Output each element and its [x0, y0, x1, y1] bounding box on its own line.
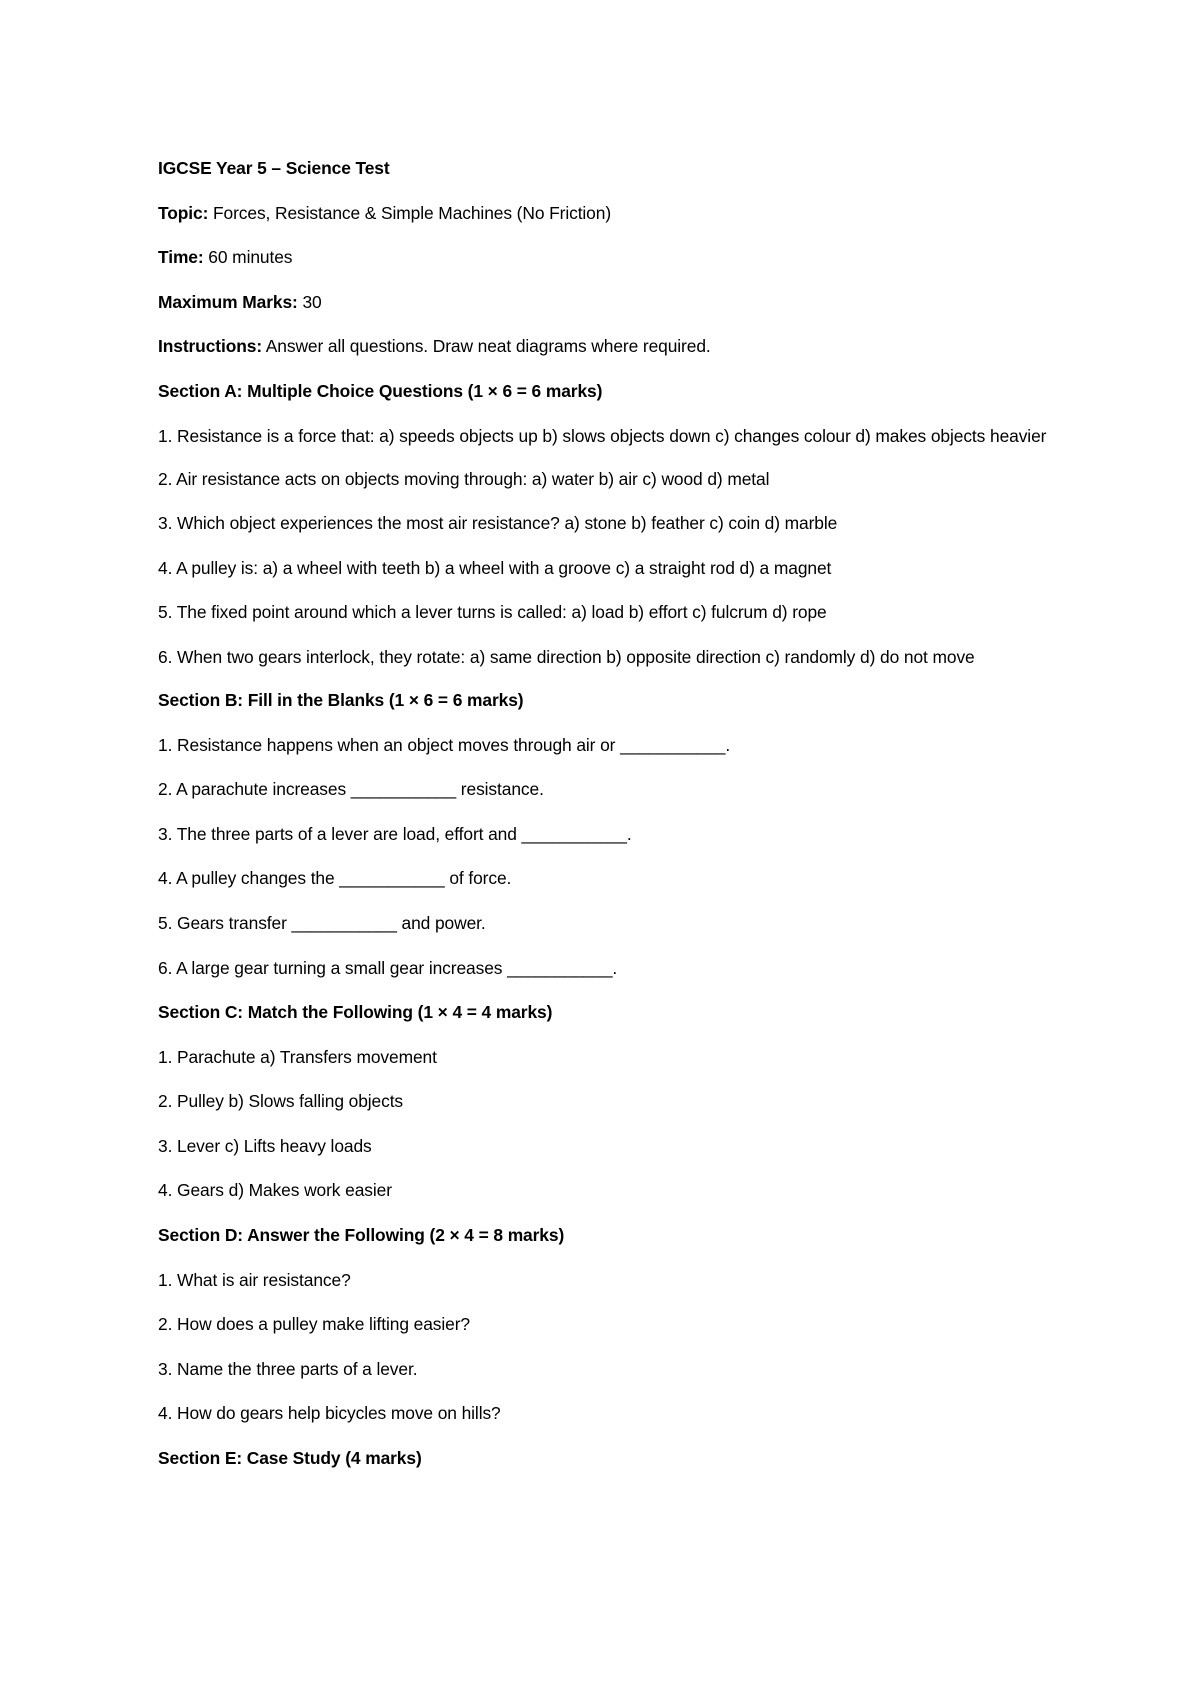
section-c-item-2: 2. Pulley b) Slows falling objects: [158, 1091, 404, 1112]
section-b-question-3: 3. The three parts of a lever are load, effort and ___________.: [158, 823, 632, 844]
section-b-question-5: 5. Gears transfer ___________ and power.: [158, 912, 486, 933]
max-marks-label: Maximum Marks:: [158, 291, 298, 312]
time-label: Time:: [158, 247, 204, 268]
instructions-value: Answer all questions. Draw neat diagrams where required.: [262, 336, 711, 357]
section-c-heading: Section C: Match the Following (1 × 4 = 4 marks): [158, 1002, 553, 1023]
section-b-question-2: 2. A parachute increases ___________ resistance.: [158, 779, 544, 800]
section-e-heading: Section E: Case Study (4 marks): [158, 1448, 422, 1469]
section-d-question-3: 3. Name the three parts of a lever.: [158, 1358, 418, 1379]
topic-value: Forces, Resistance & Simple Machines (No Friction): [208, 202, 612, 223]
section-c-item-4: 4. Gears d) Makes work easier: [158, 1180, 392, 1201]
time-line: [158, 245, 1058, 270]
section-c-item-1: 1. Parachute a) Transfers movement: [158, 1046, 437, 1067]
section-a-question-5: 5. The fixed point around which a lever turns is called: a) load b) effort c) fulcrum d) rope: [158, 602, 827, 623]
section-b-question-4: 4. A pulley changes the ___________ of force.: [158, 868, 512, 889]
topic-line: [158, 201, 1058, 226]
section-c-item-3: 3. Lever c) Lifts heavy loads: [158, 1135, 372, 1156]
section-d-question-1: 1. What is air resistance?: [158, 1269, 351, 1290]
max-marks-line: [158, 290, 1058, 315]
section-a-question-1: 1. Resistance is a force that: a) speeds objects up b) slows objects down c) changes colour d) makes objects heavier: [158, 425, 1047, 446]
section-a-question-6: 6. When two gears interlock, they rotate: a) same direction b) opposite direction c) randomly d) do not move: [158, 646, 975, 667]
section-b-question-1: 1. Resistance happens when an object moves through air or ___________.: [158, 734, 731, 755]
section-d-question-2: 2. How does a pulley make lifting easier?: [158, 1314, 470, 1335]
section-b-heading: Section B: Fill in the Blanks (1 × 6 = 6 marks): [158, 689, 524, 710]
instructions-label: Instructions:: [158, 336, 263, 357]
time-value: 60 minutes: [203, 247, 293, 268]
instructions-line: [158, 334, 1058, 359]
section-d-question-4: 4. How do gears help bicycles move on hills?: [158, 1403, 501, 1424]
max-marks-value: 30: [297, 291, 322, 312]
section-a-question-3: 3. Which object experiences the most air resistance? a) stone b) feather c) coin d) marble: [158, 513, 838, 534]
section-a-heading: Section A: Multiple Choice Questions (1 × 6 = 6 marks): [158, 380, 603, 401]
test-document: [158, 156, 1058, 1491]
section-a-question-2: 2. Air resistance acts on objects moving through: a) water b) air c) wood d) metal: [158, 468, 770, 489]
section-b-question-6: 6. A large gear turning a small gear increases ___________.: [158, 957, 618, 978]
section-a-question-4: 4. A pulley is: a) a wheel with teeth b) a wheel with a groove c) a straight rod d) a magnet: [158, 557, 832, 578]
topic-label: Topic:: [158, 202, 209, 223]
test-title: IGCSE Year 5 – Science Test: [158, 158, 390, 178]
section-d-heading: Section D: Answer the Following (2 × 4 = 8 marks): [158, 1225, 565, 1246]
